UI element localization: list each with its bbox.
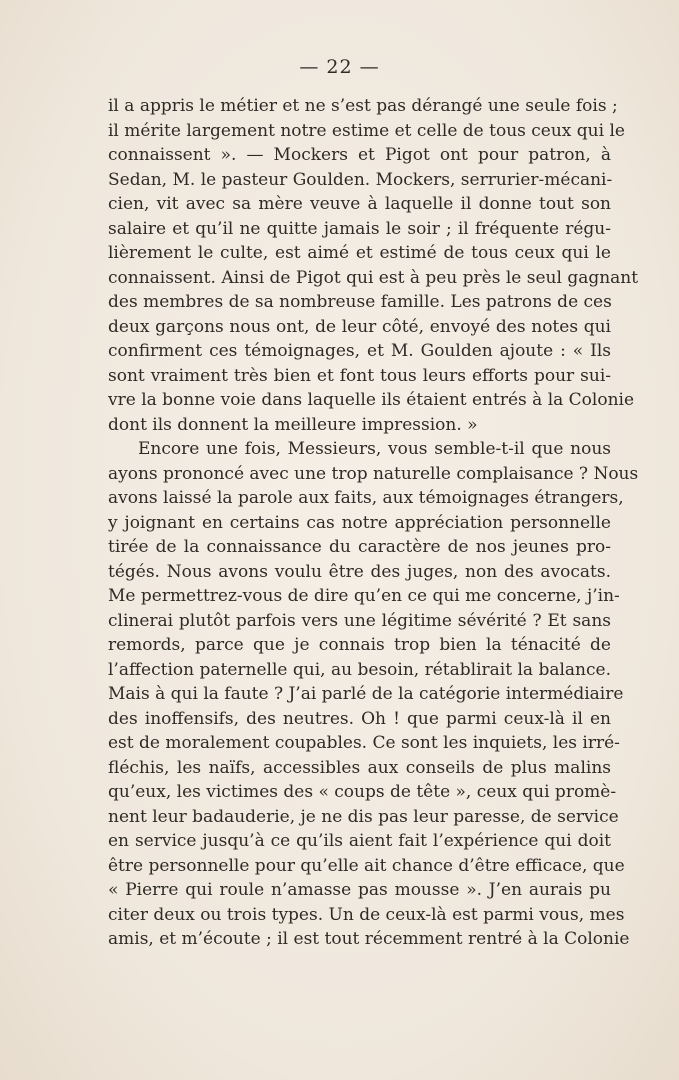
text-line: Encore une fois, Messieurs, vous semble-t-il que nous <box>138 439 611 459</box>
text-line: connaissent ». — Mockers et Pigot ont pour patron, à <box>108 145 611 165</box>
text-line: citer deux ou trois types. Un de ceux-là est parmi vous, mes <box>108 904 625 925</box>
text-line: clinerai plutôt parfois vers une légitime sévérité ? Et sans <box>108 610 611 631</box>
text-line: est de moralement coupables. Ce sont les inquiets, les irré- <box>108 733 620 753</box>
text-line: Mais à qui la faute ? J’ai parlé de la catégorie intermédiaire <box>108 684 624 704</box>
text-line: des membres de sa nombreuse famille. Les patrons de ces <box>108 292 612 312</box>
text-line: lièrement le culte, est aimé et estimé de tous ceux qui le <box>108 243 611 263</box>
text-line: amis, et m’écoute ; il est tout récemment rentré à la Colonie <box>108 929 630 949</box>
text-line: en service jusqu’à ce qu’ils aient fait l’expérience qui doit <box>108 831 611 851</box>
text-line: tirée de la connaissance du caractère de nos jeunes pro- <box>108 537 611 557</box>
page-number: — 22 — <box>299 56 380 78</box>
body-text <box>108 94 639 952</box>
text-line: confirment ces témoignages, et M. Goulden ajoute : « Ils <box>108 341 611 361</box>
text-line: deux garçons nous ont, de leur côté, envoyé des notes qui <box>108 316 611 337</box>
text-line: des inoffensifs, des neutres. Oh ! que parmi ceux-là il en <box>108 708 611 729</box>
text-line: il mérite largement notre estime et celle de tous ceux qui le <box>108 120 625 141</box>
text-line: dont ils donnent la meilleure impression. » <box>108 414 478 435</box>
text-line: salaire et qu’il ne quitte jamais le soir ; il fréquente régu- <box>108 218 611 239</box>
text-line: Sedan, M. le pasteur Goulden. Mockers, serrurier-mécani- <box>108 169 613 190</box>
text-line: être personnelle pour qu’elle ait chance d’être efficace, que <box>108 855 625 876</box>
text-line: remords, parce que je connais trop bien la ténacité de <box>108 635 611 655</box>
text-line: connaissent. Ainsi de Pigot qui est à peu près le seul gagnant <box>108 267 639 288</box>
text-line: avons laissé la parole aux faits, aux témoignages étrangers, <box>108 488 624 508</box>
text-line: vre la bonne voie dans laquelle ils étaient entrés à la Colonie <box>108 390 635 410</box>
text-line: l’affection paternelle qui, au besoin, rétablirait la balance. <box>108 659 611 680</box>
text-line: ayons prononcé avec une trop naturelle complaisance ? Nous <box>108 463 639 484</box>
text-line: Me permettrez-vous de dire qu’en ce qui me concerne, j’in- <box>108 586 620 606</box>
text-line: fléchis, les naïfs, accessibles aux conseils de plus malins <box>108 757 611 778</box>
text-line: tégés. Nous avons voulu être des juges, non des avocats. <box>108 561 611 582</box>
text-line: y joignant en certains cas notre appréciation personnelle <box>108 512 611 533</box>
text-line: qu’eux, les victimes des « coups de tête », ceux qui promè- <box>108 782 617 802</box>
text-line: sont vraiment très bien et font tous leurs efforts pour sui- <box>108 365 611 386</box>
text-line: il a appris le métier et ne s’est pas dérangé une seule fois ; <box>108 96 618 116</box>
text-line: cien, vit avec sa mère veuve à laquelle il donne tout son <box>108 194 611 214</box>
text-line: « Pierre qui roule n’amasse pas mousse ». J’en aurais pu <box>108 880 611 900</box>
text-line: nent leur badauderie, je ne dis pas leur paresse, de service <box>108 806 619 827</box>
